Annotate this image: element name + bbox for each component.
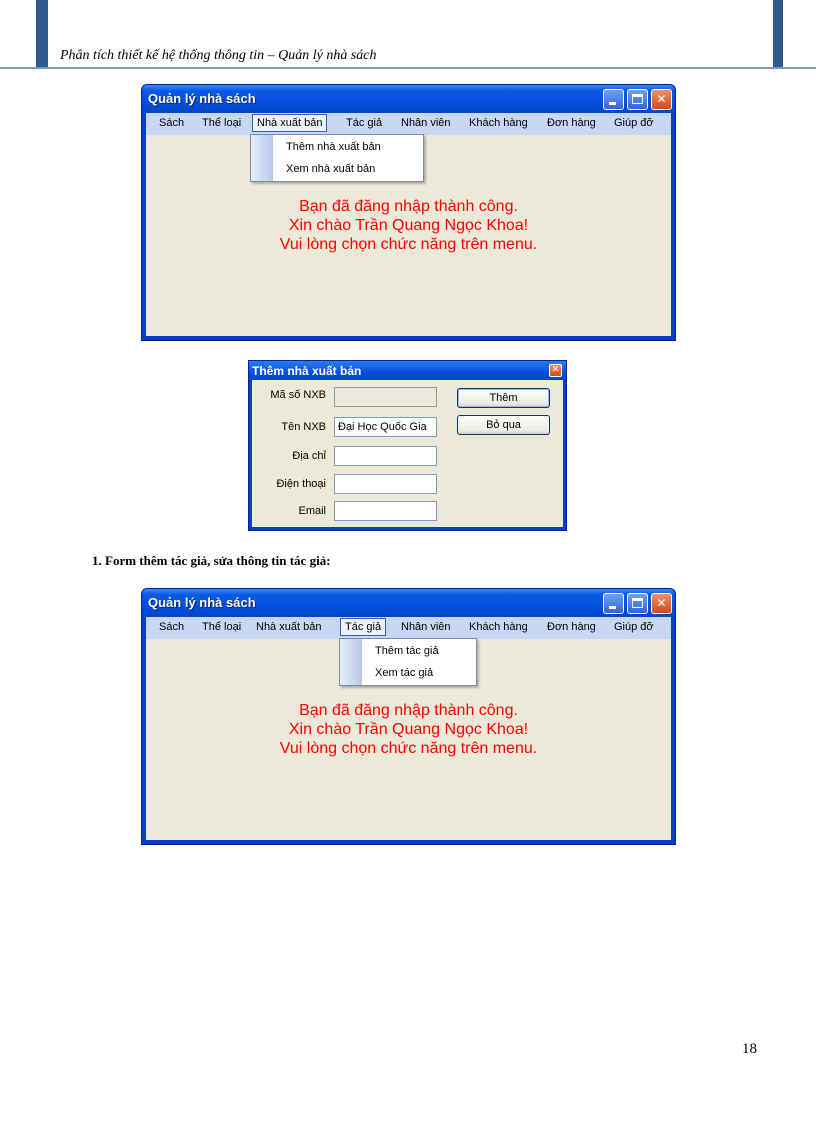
header-rule — [0, 67, 816, 69]
menu-don-hang[interactable]: Đơn hàng — [547, 117, 596, 129]
minimize-button[interactable] — [603, 89, 624, 110]
input-email[interactable] — [334, 501, 437, 521]
welcome-message — [146, 197, 671, 254]
maximize-button[interactable] — [627, 89, 648, 110]
menu-don-hang[interactable]: Đơn hàng — [547, 621, 596, 633]
welcome-line-3: Vui lòng chọn chức năng trên menu. — [279, 740, 538, 757]
dropdown-gutter — [251, 135, 273, 181]
menu-nhan-vien[interactable]: Nhân viên — [401, 621, 451, 633]
section-heading: 1. Form thêm tác giả, sửa thông tin tác giả: — [92, 553, 331, 568]
menu-khach-hang[interactable]: Khách hàng — [469, 621, 528, 633]
dropdown-gutter — [340, 639, 362, 685]
maximize-icon — [632, 598, 643, 608]
running-header: Phân tích thiết kế hệ thống thông tin – Quản lý nhà sách — [60, 48, 377, 63]
welcome-line-2: Xin chào Trần Quang Ngọc Khoa! — [288, 721, 529, 738]
input-ten-nxb[interactable] — [334, 417, 437, 437]
add-publisher-dialog — [248, 360, 567, 531]
dialog-body — [252, 380, 563, 527]
close-button[interactable] — [651, 593, 672, 614]
input-ma-so-nxb[interactable] — [334, 387, 437, 407]
header-bar-left — [36, 0, 48, 68]
label-email: Email — [298, 505, 326, 517]
welcome-line-1: Bạn đã đăng nhập thành công. — [299, 198, 518, 215]
label-dien-thoai: Điện thoại — [276, 478, 326, 490]
label-ma-so-nxb: Mã số NXB — [270, 389, 326, 401]
welcome-message — [146, 701, 671, 758]
close-icon: ✕ — [656, 92, 667, 106]
dialog-title: Thêm nhà xuất bản — [252, 364, 362, 378]
header-bar-right — [773, 0, 783, 68]
menu-sach[interactable]: Sách — [159, 117, 185, 129]
welcome-line-2: Xin chào Trần Quang Ngọc Khoa! — [288, 217, 529, 234]
dialog-close-button[interactable] — [549, 364, 562, 377]
window-titlebar[interactable] — [142, 85, 675, 113]
label-dia-chi: Địa chỉ — [292, 450, 326, 462]
them-button[interactable]: Thêm — [457, 388, 550, 408]
maximize-button[interactable] — [627, 593, 648, 614]
minimize-button[interactable] — [603, 593, 624, 614]
main-window-publisher-menu — [141, 84, 676, 341]
input-dien-thoai[interactable] — [334, 474, 437, 494]
window-title: Quản lý nhà sách — [148, 595, 256, 610]
menu-item-them-nha-xuat-ban[interactable]: Thêm nhà xuất bản — [286, 141, 381, 153]
menu-bar — [146, 617, 671, 639]
dropdown-nha-xuat-ban — [250, 134, 424, 182]
main-window-author-menu — [141, 588, 676, 845]
menu-sach[interactable]: Sách — [159, 621, 185, 633]
menu-nha-xuat-ban[interactable]: Nhà xuất bản — [252, 114, 327, 132]
menu-bar — [146, 113, 671, 135]
menu-giup-do[interactable]: Giúp đỡ — [614, 117, 654, 129]
menu-the-loai[interactable]: Thể loại — [202, 621, 242, 633]
page-number: 18 — [742, 1041, 757, 1057]
menu-item-them-tac-gia[interactable]: Thêm tác giả — [375, 645, 439, 657]
input-dia-chi[interactable] — [334, 446, 437, 466]
minimize-icon — [609, 102, 616, 105]
close-icon: ✕ — [656, 596, 667, 610]
welcome-line-1: Bạn đã đăng nhập thành công. — [299, 702, 518, 719]
menu-tac-gia[interactable]: Tác giả — [340, 618, 386, 636]
menu-the-loai[interactable]: Thể loại — [202, 117, 242, 129]
dropdown-tac-gia — [339, 638, 477, 686]
window-title: Quản lý nhà sách — [148, 91, 256, 106]
close-button[interactable] — [651, 89, 672, 110]
maximize-icon — [632, 94, 643, 104]
minimize-icon — [609, 606, 616, 609]
menu-nhan-vien[interactable]: Nhân viên — [401, 117, 451, 129]
dialog-titlebar[interactable] — [249, 361, 566, 380]
menu-item-xem-tac-gia[interactable]: Xem tác giả — [375, 667, 434, 679]
menu-tac-gia[interactable]: Tác giả — [346, 117, 383, 129]
menu-giup-do[interactable]: Giúp đỡ — [614, 621, 654, 633]
menu-khach-hang[interactable]: Khách hàng — [469, 117, 528, 129]
label-ten-nxb: Tên NXB — [281, 421, 326, 433]
menu-nha-xuat-ban[interactable]: Nhà xuất bản — [256, 621, 322, 633]
window-titlebar[interactable] — [142, 589, 675, 617]
menu-item-xem-nha-xuat-ban[interactable]: Xem nhà xuất bản — [286, 163, 376, 175]
welcome-line-3: Vui lòng chọn chức năng trên menu. — [279, 236, 538, 253]
close-icon: ✕ — [551, 365, 560, 375]
bo-qua-button[interactable]: Bỏ qua — [457, 415, 550, 435]
